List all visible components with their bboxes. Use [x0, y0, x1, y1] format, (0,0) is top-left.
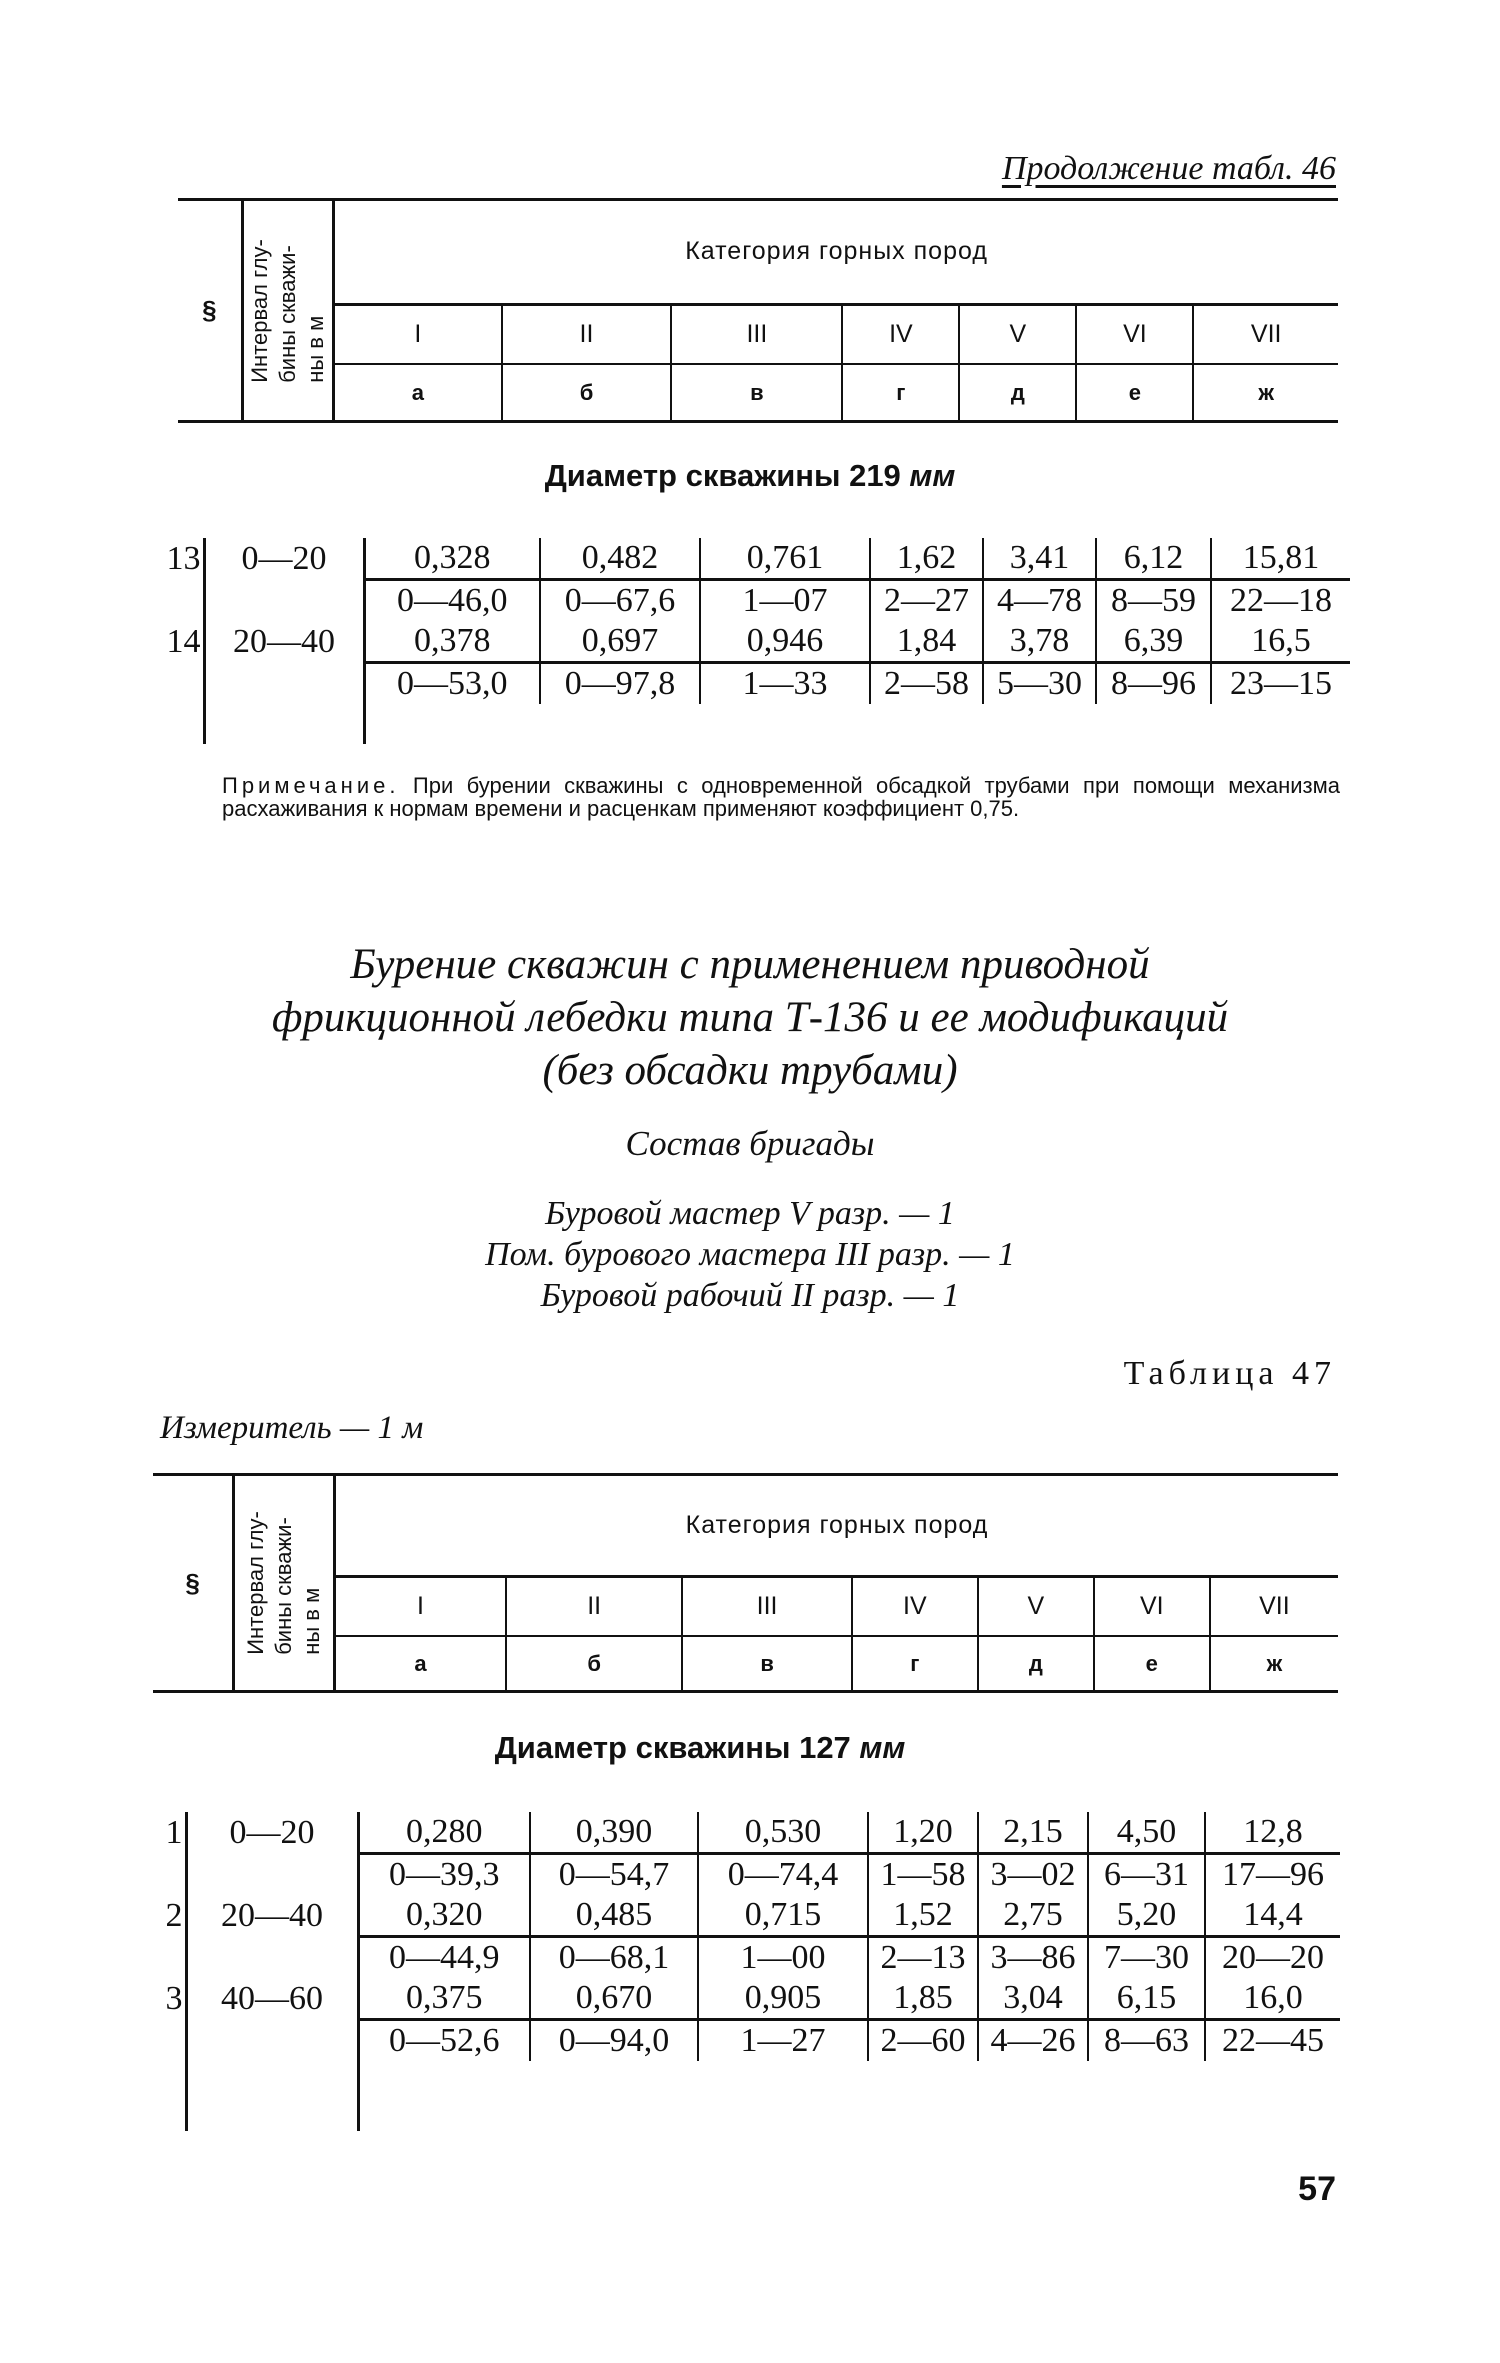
value-bottom: 20—20	[1205, 1937, 1340, 1979]
value-top: 0,670	[530, 1978, 698, 2020]
row-range: 40—60	[186, 1978, 358, 2020]
table46-diameter-caption	[0, 458, 1500, 494]
row-spacer	[160, 663, 204, 705]
heading-line-1: Бурение скважин с применением приводной	[350, 941, 1150, 988]
value-bottom: 0—54,7	[530, 1854, 698, 1896]
value-top: 6,15	[1088, 1978, 1205, 2020]
value-top: 15,81	[1242, 539, 1320, 576]
value-top: 1,20	[868, 1812, 978, 1854]
cat-roman-1: I	[334, 1576, 505, 1636]
row-spacer	[364, 704, 1350, 744]
table-row	[150, 1937, 1340, 1979]
value-top: 0,697	[540, 621, 700, 663]
continuation-label: Продолжение табл. 46	[1001, 150, 1336, 187]
cat-roman-6: VI	[1094, 1576, 1210, 1636]
row-spacer	[186, 1854, 358, 1896]
row-spacer	[204, 663, 364, 705]
cat-letter-2: б	[506, 1636, 682, 1690]
value-bottom: 23—15	[1211, 663, 1350, 705]
row-spacer	[358, 2061, 1340, 2131]
row-spacer	[150, 2061, 186, 2131]
value-top: 3,04	[978, 1978, 1088, 2020]
interval-line-2: бины скважи-	[274, 244, 300, 383]
value-top: 12,8	[1243, 1813, 1303, 1850]
table46-header	[178, 201, 1338, 420]
interval-line-3: ны в м	[299, 1587, 325, 1655]
value-bottom: 4—78	[983, 580, 1096, 622]
row-spacer	[160, 704, 204, 744]
value-bottom: 2—58	[870, 663, 983, 705]
value-bottom: 1—33	[700, 663, 870, 705]
value-bottom: 1—58	[868, 1854, 978, 1896]
crew-title: Состав бригады	[625, 1124, 875, 1163]
value-top: 1,85	[868, 1978, 978, 2020]
table-row	[150, 2061, 1340, 2131]
row-spacer	[150, 1854, 186, 1896]
row-range: 20—40	[204, 621, 364, 663]
crew-member-2: Пом. бурового мастера III разр. — 1	[485, 1236, 1015, 1273]
value-top: 0,378	[364, 621, 540, 663]
crew-list	[0, 1193, 1500, 1316]
row-spacer	[186, 2061, 358, 2131]
table-row	[160, 704, 1350, 744]
value-bottom: 3—86	[978, 1937, 1088, 1979]
cat-roman-3: III	[671, 304, 842, 364]
value-top: 14,4	[1243, 1896, 1303, 1933]
cat-roman-4: IV	[852, 1576, 978, 1636]
cat-roman-7: VII	[1193, 304, 1338, 364]
value-top: 3,41	[983, 538, 1096, 580]
interval-line-1: Интервал глу-	[246, 238, 272, 383]
heading-line-3: (без обсадки трубами)	[542, 1047, 958, 1094]
value-bottom: 1—00	[698, 1937, 868, 1979]
value-bottom: 22—18	[1211, 580, 1350, 622]
table-number: Таблица 47	[1123, 1355, 1336, 1392]
value-bottom: 0—74,4	[698, 1854, 868, 1896]
cat-letter-2: б	[502, 364, 672, 420]
heading-line-2: фрикционной лебедки типа Т-136 и ее модификаций	[271, 994, 1229, 1041]
value-top: 1,62	[870, 538, 983, 580]
value-top: 4,50	[1088, 1812, 1205, 1854]
value-top: 16,5	[1251, 622, 1311, 659]
category-header: Категория горных пород	[334, 1476, 1338, 1576]
diameter-label: Диаметр скважины 127	[494, 1730, 851, 1765]
section-header: §	[178, 201, 242, 420]
cat-letter-1: а	[334, 1636, 505, 1690]
table-row	[160, 580, 1350, 622]
cat-roman-2: II	[502, 304, 672, 364]
row-range: 20—40	[186, 1895, 358, 1937]
row-spacer	[160, 580, 204, 622]
value-top: 6,12	[1096, 538, 1211, 580]
value-top: 0,530	[698, 1812, 868, 1854]
value-top: 0,485	[530, 1895, 698, 1937]
value-bottom: 0—52,6	[358, 2020, 530, 2062]
table-row	[160, 621, 1350, 663]
value-bottom: 0—44,9	[358, 1937, 530, 1979]
row-range: 0—20	[186, 1812, 358, 1854]
value-bottom: 0—53,0	[364, 663, 540, 705]
table-row	[160, 663, 1350, 705]
cat-roman-5: V	[978, 1576, 1094, 1636]
note-label: Примечание.	[222, 773, 400, 798]
row-spacer	[204, 704, 364, 744]
row-number: 2	[150, 1895, 186, 1937]
cat-letter-6: е	[1094, 1636, 1210, 1690]
value-bottom: 3—02	[978, 1854, 1088, 1896]
table-row	[150, 1812, 1340, 1854]
section-heading	[0, 938, 1500, 1097]
value-bottom: 2—27	[870, 580, 983, 622]
diameter-label: Диаметр скважины 219	[544, 458, 901, 493]
cat-roman-3: III	[682, 1576, 851, 1636]
cat-letter-6: е	[1076, 364, 1193, 420]
value-top: 0,328	[364, 538, 540, 580]
cat-letter-7: ж	[1266, 1650, 1283, 1676]
value-bottom: 2—13	[868, 1937, 978, 1979]
value-top: 16,0	[1243, 1979, 1303, 2016]
value-bottom: 0—46,0	[364, 580, 540, 622]
table47-diameter-caption	[0, 1730, 1400, 1766]
page-number: 57	[1298, 2170, 1336, 2208]
cat-letter-4: г	[842, 364, 959, 420]
cat-roman-7: VII	[1210, 1576, 1338, 1636]
cat-letter-1: а	[334, 364, 502, 420]
table-row	[150, 2020, 1340, 2062]
table-row	[150, 1895, 1340, 1937]
table-row	[160, 538, 1350, 580]
value-bottom: 22—45	[1205, 2020, 1340, 2062]
row-range: 0—20	[204, 538, 364, 580]
value-top: 3,78	[983, 621, 1096, 663]
diameter-unit: мм	[859, 1730, 906, 1765]
measure-unit: Измеритель — 1 м	[160, 1410, 424, 1446]
value-bottom: 8—63	[1088, 2020, 1205, 2062]
value-bottom: 5—30	[983, 663, 1096, 705]
table47-header-bottom-rule	[153, 1690, 1338, 1693]
cat-letter-5: д	[959, 364, 1076, 420]
value-top: 0,761	[700, 538, 870, 580]
crew-member-3: Буровой рабочий II разр. — 1	[540, 1277, 960, 1314]
value-bottom: 4—26	[978, 2020, 1088, 2062]
table46-note	[222, 774, 1340, 820]
row-number: 3	[150, 1978, 186, 2020]
value-top: 0,320	[358, 1895, 530, 1937]
value-top: 0,905	[698, 1978, 868, 2020]
value-bottom: 0—97,8	[540, 663, 700, 705]
cat-roman-1: I	[334, 304, 502, 364]
cat-letter-4: г	[852, 1636, 978, 1690]
cat-roman-5: V	[959, 304, 1076, 364]
row-number: 13	[160, 538, 204, 580]
value-bottom: 6—31	[1088, 1854, 1205, 1896]
value-top: 0,482	[540, 538, 700, 580]
value-bottom: 1—07	[700, 580, 870, 622]
category-header: Категория горных пород	[334, 201, 1338, 304]
crew-member-1: Буровой мастер V разр. — 1	[545, 1195, 955, 1232]
table-row	[150, 1854, 1340, 1896]
value-bottom: 1—27	[698, 2020, 868, 2062]
value-top: 0,946	[700, 621, 870, 663]
value-top: 2,75	[978, 1895, 1088, 1937]
diameter-unit: мм	[909, 458, 956, 493]
cat-letter-3: в	[671, 364, 842, 420]
row-number: 1	[150, 1812, 186, 1854]
row-number: 14	[160, 621, 204, 663]
value-bottom: 8—96	[1096, 663, 1211, 705]
interval-header	[242, 201, 334, 420]
table46-body	[160, 538, 1350, 744]
value-top: 6,39	[1096, 621, 1211, 663]
cat-roman-6: VI	[1076, 304, 1193, 364]
row-spacer	[186, 2020, 358, 2062]
value-bottom: 2—60	[868, 2020, 978, 2062]
interval-line-3: ны в м	[302, 315, 328, 383]
table-row	[150, 1978, 1340, 2020]
cat-letter-7: ж	[1258, 379, 1274, 405]
cat-roman-2: II	[506, 1576, 682, 1636]
table47-header	[153, 1476, 1338, 1690]
cat-letter-5: д	[978, 1636, 1094, 1690]
value-top: 2,15	[978, 1812, 1088, 1854]
value-bottom: 7—30	[1088, 1937, 1205, 1979]
value-top: 0,280	[358, 1812, 530, 1854]
note-text: При бурении скважины с одновременной обсадкой трубами при помощи механизма расхаживания к нормам времени и расценкам применяют коэффициент 0,75.	[222, 773, 1340, 821]
row-spacer	[204, 580, 364, 622]
table47-body	[150, 1812, 1340, 2131]
value-top: 1,84	[870, 621, 983, 663]
row-spacer	[150, 2020, 186, 2062]
value-bottom: 17—96	[1205, 1854, 1340, 1896]
value-bottom: 0—39,3	[358, 1854, 530, 1896]
interval-header	[234, 1476, 335, 1690]
table46-header-bottom-rule	[178, 420, 1338, 423]
value-top: 0,390	[530, 1812, 698, 1854]
interval-line-2: бины скважи-	[271, 1517, 297, 1655]
value-bottom: 0—67,6	[540, 580, 700, 622]
value-bottom: 0—68,1	[530, 1937, 698, 1979]
section-header: §	[153, 1476, 234, 1690]
value-top: 5,20	[1088, 1895, 1205, 1937]
cat-letter-3: в	[682, 1636, 851, 1690]
row-spacer	[186, 1937, 358, 1979]
interval-line-1: Интервал глу-	[243, 1511, 269, 1655]
row-spacer	[150, 1937, 186, 1979]
value-top: 0,375	[358, 1978, 530, 2020]
value-top: 1,52	[868, 1895, 978, 1937]
value-bottom: 0—94,0	[530, 2020, 698, 2062]
cat-roman-4: IV	[842, 304, 959, 364]
value-bottom: 8—59	[1096, 580, 1211, 622]
value-top: 0,715	[698, 1895, 868, 1937]
